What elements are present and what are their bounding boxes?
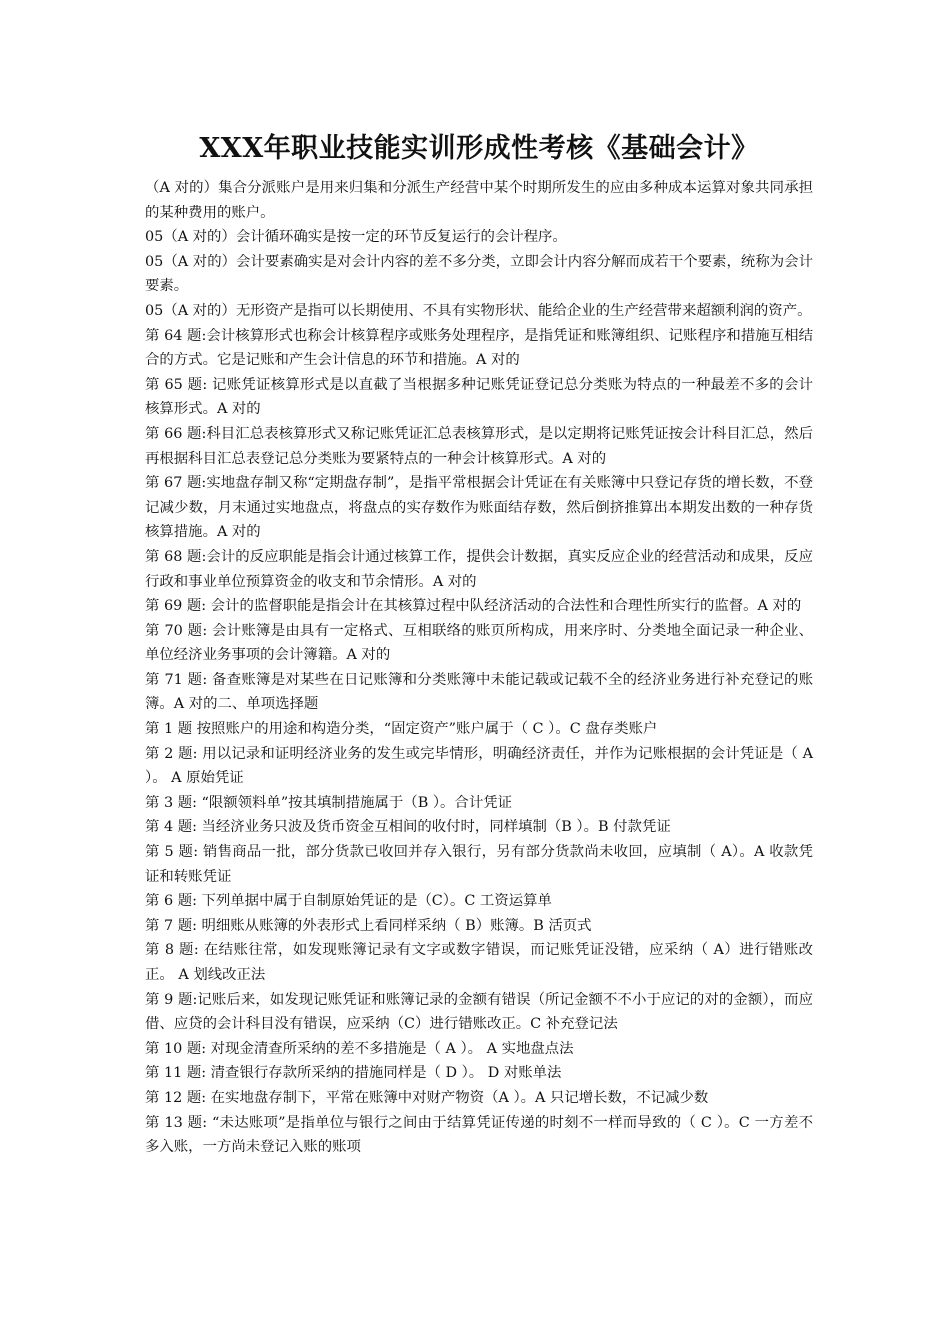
paragraph: 第 65 题: 记账凭证核算形式是以直截了当根据多种记账凭证登记总分类账为特点的一种最差不多的会计核算形式。A 对的	[145, 376, 813, 418]
paragraph: 第 10 题: 对现金清查所采纳的差不多措施是（ A ）。 A 实地盘点法	[145, 1040, 574, 1057]
document-page	[145, 128, 813, 1160]
paragraph: 第 7 题: 明细账从账簿的外表形式上看同样采纳（ B）账簿。B 活页式	[145, 917, 592, 934]
paragraph: 第 70 题: 会计账簿是由具有一定格式、互相联络的账页所构成，用来序时、分类地全面记录一种企业、单位经济业务事项的会计簿籍。A 对的	[145, 622, 813, 664]
paragraph: 第 9 题:记账后来，如发现记账凭证和账簿记录的金额有错误（所记金额不不小于应记的对的金额），而应借、应贷的会计科目没有错误，应采纳（C）进行错账改正。C 补充登记法	[145, 991, 813, 1033]
paragraph: 第 71 题: 备查账簿是对某些在日记账簿和分类账簿中未能记载或记载不全的经济业务进行补充登记的账簿。A 对的二、单项选择题	[145, 671, 813, 713]
paragraph: 05（A 对的）会计要素确实是对会计内容的差不多分类，立即会计内容分解而成若干个要素，统称为会计要素。	[145, 253, 813, 295]
paragraph: （A 对的）集合分派账户是用来归集和分派生产经营中某个时期所发生的应由多种成本运算对象共同承担的某种费用的账户。	[145, 180, 813, 221]
paragraph: 第 6 题: 下列单据中属于自制原始凭证的是（C）。C 工资运算单	[145, 893, 552, 910]
paragraph: 05（A 对的）无形资产是指可以长期使用、不具有实物形状、能给企业的生产经营带来超额利润的资产。	[145, 302, 812, 319]
paragraph: 第 2 题: 用以记录和证明经济业务的发生或完毕情形，明确经济责任，并作为记账根据的会计凭证是（ A ）。 A 原始凭证	[145, 745, 813, 787]
paragraph: 05（A 对的）会计循环确实是按一定的环节反复运行的会计程序。	[145, 229, 567, 246]
paragraph: 第 13 题: “未达账项”是指单位与银行之间由于结算凭证传递的时刻不一样而导致的（ C ）。C 一方差不多入账，一方尚未登记入账的账项	[145, 1114, 813, 1156]
document-title: XXX年职业技能实训形成性考核《基础会计》	[199, 133, 759, 164]
paragraph: 第 1 题 按照账户的用途和构造分类，“固定资产”账户属于（ C ）。C 盘存类账户	[145, 721, 658, 738]
paragraph: 第 64 题:会计核算形式也称会计核算程序或账务处理程序，是指凭证和账簿组织、记账程序和措施互相结合的方式。它是记账和产生会计信息的环节和措施。A 对的	[145, 327, 813, 369]
paragraph: 第 67 题:实地盘存制又称“定期盘存制”，是指平常根据会计凭证在有关账簿中只登记存货的增长数，不登记减少数，月末通过实地盘点，将盘点的实存数作为账面结存数，然后倒挤推算出本期发出数的一种存货核算措施。A 对的	[145, 475, 813, 541]
paragraph: 第 4 题: 当经济业务只波及货币资金互相间的收付时，同样填制（B ）。B 付款凭证	[145, 819, 671, 836]
paragraph: 第 11 题: 清查银行存款所采纳的措施同样是（ D ）。 D 对账单法	[145, 1065, 562, 1082]
paragraph: 第 5 题: 销售商品一批，部分货款已收回并存入银行，另有部分货款尚未收回，应填制（ A）。A 收款凭证和转账凭证	[145, 844, 813, 885]
paragraph: 第 68 题:会计的反应职能是指会计通过核算工作，提供会计数据，真实反应企业的经营活动和成果，反应行政和事业单位预算资金的收支和节余情形。A 对的	[145, 548, 813, 590]
paragraph: 第 12 题: 在实地盘存制下，平常在账簿中对财产物资（A ）。A 只记增长数，不记减少数	[145, 1089, 709, 1106]
paragraph: 第 66 题:科目汇总表核算形式又称记账凭证汇总表核算形式，是以定期将记账凭证按会计科目汇总，然后再根据科目汇总表登记总分类账为要紧特点的一种会计核算形式。A 对的	[145, 425, 813, 467]
paragraph: 第 3 题: “限额领料单”按其填制措施属于（B ）。合计凭证	[145, 794, 512, 811]
paragraph-list	[145, 176, 813, 1160]
paragraph: 第 8 题: 在结账往常，如发现账簿记录有文字或数字错误，而记账凭证没错，应采纳（ A）进行错账改正。 A 划线改正法	[145, 942, 813, 983]
paragraph: 第 69 题: 会计的监督职能是指会计在其核算过程中队经济活动的合法性和合理性所实行的监督。A 对的	[145, 598, 802, 615]
